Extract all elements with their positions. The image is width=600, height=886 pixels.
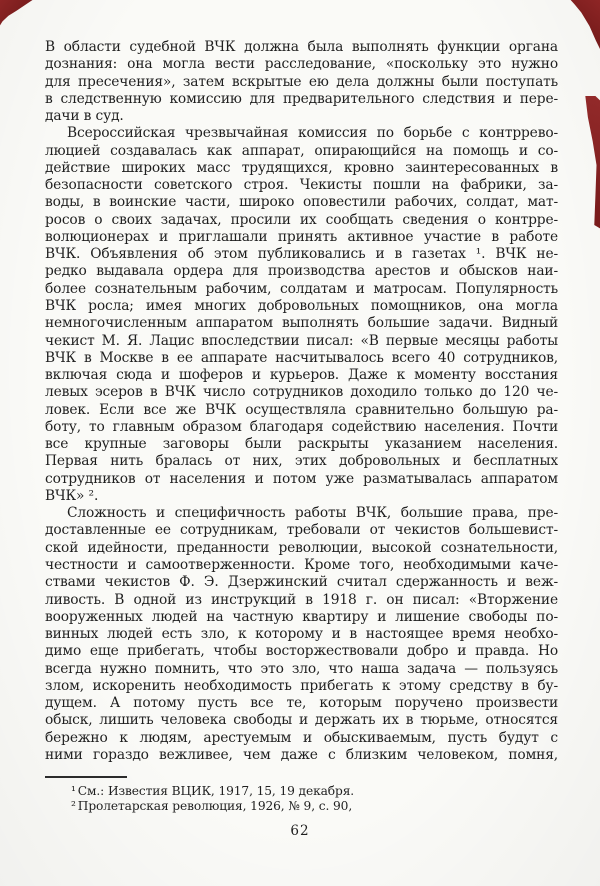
text-line: доставленные ее сотрудникам, требовали от чекистов большевист- bbox=[45, 522, 558, 539]
text-line: боту, то главным образом благодаря содействию населения. Почти bbox=[45, 418, 558, 435]
text-line: ВЧК в Москве в ее аппарате насчитывалось всего 40 сотрудников, bbox=[45, 349, 558, 366]
text-line: сотрудников от населения и потом уже разматывалась аппаратом bbox=[45, 470, 558, 487]
text-line: для пресечения», затем вскрытые ею дела должны были поступать bbox=[45, 73, 558, 90]
text-line: левых эсеров в ВЧК число сотрудников доходило только до 120 че- bbox=[45, 384, 558, 401]
text-line: обыск, лишить человека свободы и держать их в тюрьме, относятся bbox=[45, 712, 558, 729]
paragraph bbox=[45, 39, 558, 125]
text-line: димо еще прибегать, чтобы восторжествовали добро и правда. Но bbox=[45, 643, 558, 660]
text-line: действие широких масс трудящихся, кровно заинтересованных в bbox=[45, 159, 558, 176]
text-line: Сложность и специфичность работы ВЧК, большие права, пре- bbox=[67, 505, 558, 522]
text-line: ВЧК» ². bbox=[45, 487, 99, 504]
text-line: включая сюда и шоферов и курьеров. Даже к моменту восстания bbox=[45, 367, 558, 384]
text-line: винных людей есть зло, к которому и в настоящее время необхо- bbox=[45, 626, 558, 643]
text-line: редко выдавала ордера для производства арестов и обысков наи- bbox=[45, 263, 558, 280]
text-line: волюционерах и приглашали принять активное участие в работе bbox=[45, 228, 558, 245]
text-line: ской идейности, преданности революции, высокой сознательности, bbox=[45, 539, 558, 556]
text-line: ними гораздо вежливее, чем даже с близким человеком, помня, bbox=[45, 746, 558, 763]
text-line: воды, в воинские части, широко оповестили рабочих, солдат, мат- bbox=[45, 194, 558, 211]
text-line: злом, искоренить необходимость прибегать к этому средству в бу- bbox=[45, 677, 558, 694]
page-number: 62 bbox=[290, 823, 310, 839]
text-line: дознания: она могла вести расследование, «поскольку это нужно bbox=[45, 56, 558, 73]
text-line: немногочисленным аппаратом выполнять большие задачи. Видный bbox=[45, 315, 558, 332]
text-line: честности и самоотверженности. Кроме того, необходимыми каче- bbox=[45, 556, 558, 573]
footnote-2-text: Пролетарская революция, 1926, № 9, с. 90, bbox=[77, 799, 353, 814]
paragraph bbox=[45, 505, 558, 764]
text-line: дачи в суд. bbox=[45, 108, 124, 125]
text-line: более сознательным рабочим, солдатам и матросам. Популярность bbox=[45, 280, 558, 297]
footnote-2 bbox=[45, 799, 558, 814]
footnotes-section bbox=[45, 776, 558, 815]
text-line: ловек. Если все же ВЧК осуществляла сравнительно большую ра- bbox=[45, 401, 558, 418]
text-line: чекист М. Я. Лацис впоследствии писал: «В первые месяцы работы bbox=[45, 332, 558, 349]
text-line: люцией создавалась как аппарат, опирающийся на помощь и со- bbox=[45, 142, 558, 159]
text-block bbox=[45, 39, 558, 764]
text-line: все крупные заговоры были раскрыты указанием населения. bbox=[45, 436, 558, 453]
text-line: росов о своих задачах, просили их сообщать сведения о контрре- bbox=[45, 211, 558, 228]
paragraph bbox=[45, 125, 558, 505]
text-line: ливость. В одной из инструкций в 1918 г. он писал: «Вторжение bbox=[45, 591, 558, 608]
text-line: вооруженных людей на частную квартиру и лишение свободы по- bbox=[45, 608, 558, 625]
text-line: Всероссийская чрезвычайная комиссия по борьбе с контррево- bbox=[67, 125, 558, 142]
text-line: ствами чекистов Ф. Э. Дзержинский считал сдержанность и веж- bbox=[45, 574, 558, 591]
red-stain-top-left-corner bbox=[0, 0, 34, 27]
text-line: ВЧК. Объявления об этом публиковались и в газетах ¹. ВЧК не- bbox=[45, 246, 558, 263]
text-line: дущем. А потому пусть все те, которым поручено произвести bbox=[45, 695, 558, 712]
text-line: Первая нить бралась от них, этих добровольных и бесплатных bbox=[45, 453, 558, 470]
red-stain-right-edge bbox=[585, 96, 600, 229]
footnote-1-text: См.: Известия ВЦИК, 1917, 15, 19 декабря. bbox=[77, 784, 355, 798]
text-line: В области судебной ВЧК должна была выполнять функции органа bbox=[45, 39, 558, 55]
text-line: ВЧК росла; имея многих добровольных помощников, она могла bbox=[45, 297, 558, 314]
red-stain-top-right-corner bbox=[567, 0, 600, 51]
footnote-1 bbox=[45, 784, 558, 799]
footnote-2-marker: ² bbox=[71, 799, 76, 814]
text-line: в следственную комиссию для предварительного следствия и пере- bbox=[45, 90, 558, 107]
footnote-1-marker: ¹ bbox=[71, 784, 76, 798]
text-line: всегда нужно помнить, что это зло, что наша задача — пользуясь bbox=[45, 660, 558, 677]
text-line: безопасности советского строя. Чекисты пошли на фабрики, за- bbox=[45, 177, 558, 194]
footnote-divider-rule bbox=[45, 776, 127, 778]
text-line: бережно к людям, арестуемым и обыскиваемым, пусть будут с bbox=[45, 729, 558, 746]
